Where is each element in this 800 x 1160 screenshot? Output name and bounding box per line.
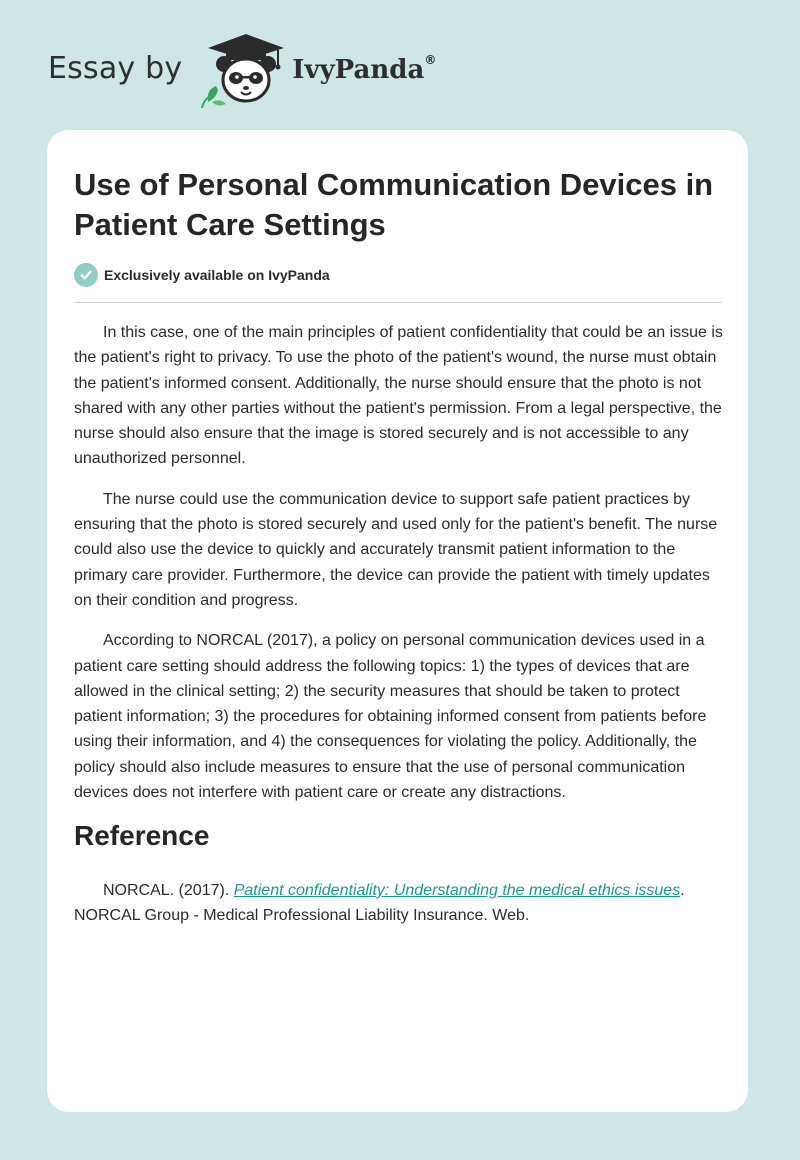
brand-name[interactable] (292, 55, 436, 85)
reference-heading: Reference (74, 820, 210, 851)
exclusive-badge (74, 263, 330, 287)
paragraph: According to NORCAL (2017), a policy on personal communication devices used in a patient care setting should address the following topics: 1) the types of devices that are allowed in the clinical setting; 2) the security measures that should be taken to protect patient information; 3) the procedures for obtaining informed consent from patients before using their information, and 4) the consequences for violating the policy. Additionally, the policy should also include measures to ensure that the use of personal communication devices does not interfere with patient care or create any distractions. (74, 632, 707, 802)
badge-label: Exclusively available on IvyPanda (104, 267, 330, 283)
reference-suffix: . NORCAL Group - Medical Professional Liability Insurance. Web. (74, 882, 685, 925)
site-header (48, 28, 436, 108)
divider (74, 302, 722, 303)
reference-prefix: NORCAL. (2017). (103, 882, 234, 899)
essay-title: Use of Personal Communication Devices in Patient Care Settings (74, 167, 714, 242)
check-circle-icon (74, 263, 98, 287)
reference-entry (74, 878, 724, 929)
panda-graduate-icon[interactable] (198, 28, 290, 108)
essay-card (47, 130, 748, 1112)
brand-name-text: IvyPanda (292, 55, 425, 85)
paragraph: The nurse could use the communication device to support safe patient practices by ensuring that the photo is stored securely and used only for the patient's benefit. The nurse could also use the device to quickly and accurately transmit patient information to the primary care provider. Furthermore, the device can provide the patient with timely updates on their condition and progress. (74, 490, 718, 609)
brand-prefix: Essay by (48, 50, 183, 86)
paragraph: In this case, one of the main principles of patient confidentiality that could be an issue is the patient's right to privacy. To use the photo of the patient's wound, the nurse must obtain the patient's informed consent. Additionally, the nurse should ensure that the photo is not shared with any other parties without the patient's permission. From a legal perspective, the nurse should also ensure that the image is stored securely and is not accessible to any unauthorized personnel. (74, 324, 723, 468)
essay-body (74, 320, 724, 820)
registered-mark: ® (424, 53, 437, 67)
reference-link[interactable]: Patient confidentiality: Understanding the medical ethics issues (233, 882, 681, 899)
